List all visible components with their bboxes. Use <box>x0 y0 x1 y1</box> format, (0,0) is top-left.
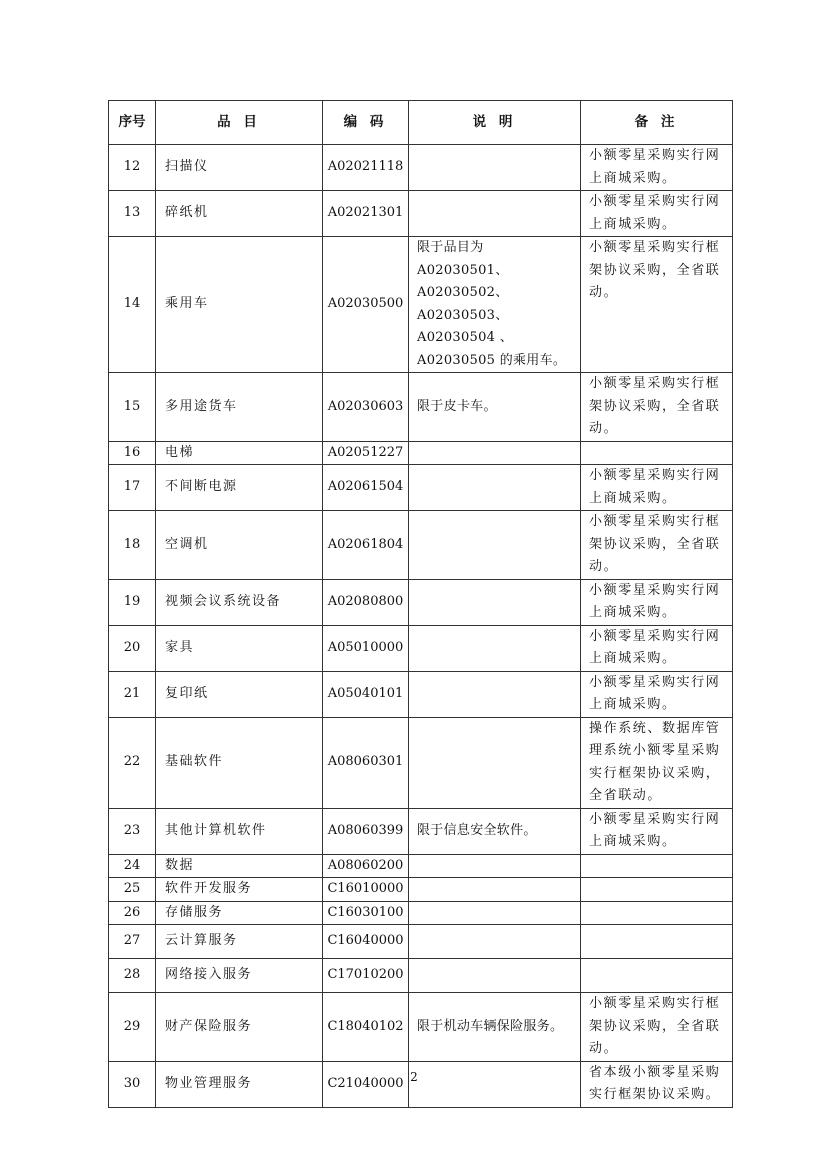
row-note: 小额零星采购实行框架协议采购，全省联动。 <box>581 237 733 373</box>
row-code: A05040101 <box>323 671 409 717</box>
row-desc: 限于信息安全软件。 <box>409 808 581 854</box>
row-desc <box>409 854 581 878</box>
row-desc <box>409 671 581 717</box>
row-note <box>581 854 733 878</box>
row-seq: 27 <box>109 925 156 959</box>
row-note: 小额零星采购实行框架协议采购，全省联动。 <box>581 993 733 1062</box>
row-code: C16030100 <box>323 901 409 925</box>
page-number: 2 <box>410 1070 418 1084</box>
row-note: 小额零星采购实行网上商城采购。 <box>581 579 733 625</box>
row-code: A08060301 <box>323 717 409 808</box>
row-code: A02061504 <box>323 465 409 511</box>
row-note: 小额零星采购实行网上商城采购。 <box>581 808 733 854</box>
row-seq: 20 <box>109 625 156 671</box>
row-item: 碎纸机 <box>156 191 323 237</box>
table-row <box>109 441 733 465</box>
row-item: 网络接入服务 <box>156 959 323 993</box>
row-seq: 14 <box>109 237 156 373</box>
row-code: A02021118 <box>323 145 409 191</box>
table-row <box>109 671 733 717</box>
row-code: A02051227 <box>323 441 409 465</box>
row-seq: 22 <box>109 717 156 808</box>
table-row <box>109 373 733 442</box>
row-item: 复印纸 <box>156 671 323 717</box>
row-item: 云计算服务 <box>156 925 323 959</box>
procurement-table <box>108 100 733 1108</box>
row-code: A02030500 <box>323 237 409 373</box>
row-seq: 12 <box>109 145 156 191</box>
row-item: 不间断电源 <box>156 465 323 511</box>
row-seq: 16 <box>109 441 156 465</box>
row-note <box>581 901 733 925</box>
header-desc: 说 明 <box>409 101 581 145</box>
row-desc: 限于品目为 A02030501、A02030502、A02030503、A02030504 、A02030505 的乘用车。 <box>409 237 581 373</box>
table-row <box>109 901 733 925</box>
row-item: 数据 <box>156 854 323 878</box>
row-note <box>581 441 733 465</box>
row-code: A02080800 <box>323 579 409 625</box>
row-seq: 23 <box>109 808 156 854</box>
row-note <box>581 959 733 993</box>
row-desc <box>409 901 581 925</box>
table-row <box>109 878 733 902</box>
row-item: 家具 <box>156 625 323 671</box>
row-note: 省本级小额零星采购实行框架协议采购。 <box>581 1061 733 1107</box>
row-note: 小额零星采购实行网上商城采购。 <box>581 191 733 237</box>
row-desc <box>409 717 581 808</box>
row-seq: 25 <box>109 878 156 902</box>
table-row <box>109 808 733 854</box>
row-item: 扫描仪 <box>156 145 323 191</box>
header-item: 品 目 <box>156 101 323 145</box>
row-item: 乘用车 <box>156 237 323 373</box>
row-note: 小额零星采购实行网上商城采购。 <box>581 671 733 717</box>
row-code: A02021301 <box>323 191 409 237</box>
table-row <box>109 1061 733 1107</box>
row-note <box>581 925 733 959</box>
row-note: 小额零星采购实行网上商城采购。 <box>581 145 733 191</box>
row-seq: 21 <box>109 671 156 717</box>
row-item: 其他计算机软件 <box>156 808 323 854</box>
row-code: C18040102 <box>323 993 409 1062</box>
header-code: 编 码 <box>323 101 409 145</box>
row-desc <box>409 191 581 237</box>
table-row <box>109 854 733 878</box>
row-desc <box>409 465 581 511</box>
row-code: A08060200 <box>323 854 409 878</box>
row-seq: 30 <box>109 1061 156 1107</box>
row-desc <box>409 959 581 993</box>
row-code: C16040000 <box>323 925 409 959</box>
table-row <box>109 959 733 993</box>
table-row <box>109 511 733 580</box>
row-seq: 15 <box>109 373 156 442</box>
row-item: 电梯 <box>156 441 323 465</box>
row-desc <box>409 625 581 671</box>
row-desc <box>409 145 581 191</box>
header-note: 备 注 <box>581 101 733 145</box>
row-note: 小额零星采购实行网上商城采购。 <box>581 465 733 511</box>
row-item: 财产保险服务 <box>156 993 323 1062</box>
row-code: A02061804 <box>323 511 409 580</box>
row-code: C16010000 <box>323 878 409 902</box>
row-desc: 限于机动车辆保险服务。 <box>409 993 581 1062</box>
table-row <box>109 925 733 959</box>
table-row <box>109 237 733 373</box>
row-code: A02030603 <box>323 373 409 442</box>
table-row <box>109 145 733 191</box>
row-seq: 18 <box>109 511 156 580</box>
row-seq: 29 <box>109 993 156 1062</box>
header-seq: 序号 <box>109 101 156 145</box>
row-item: 基础软件 <box>156 717 323 808</box>
table-row <box>109 717 733 808</box>
row-item: 空调机 <box>156 511 323 580</box>
row-desc: 限于皮卡车。 <box>409 373 581 442</box>
row-item: 软件开发服务 <box>156 878 323 902</box>
row-note: 小额零星采购实行框架协议采购，全省联动。 <box>581 511 733 580</box>
table-row <box>109 625 733 671</box>
row-note: 小额零星采购实行网上商城采购。 <box>581 625 733 671</box>
row-code: A05010000 <box>323 625 409 671</box>
row-desc <box>409 511 581 580</box>
row-seq: 26 <box>109 901 156 925</box>
table-row <box>109 191 733 237</box>
row-item: 存储服务 <box>156 901 323 925</box>
row-desc <box>409 441 581 465</box>
table-header-row <box>109 101 733 145</box>
row-note: 小额零星采购实行框架协议采购，全省联动。 <box>581 373 733 442</box>
row-desc <box>409 878 581 902</box>
row-item: 视频会议系统设备 <box>156 579 323 625</box>
row-desc <box>409 579 581 625</box>
row-code: C21040000 <box>323 1061 409 1107</box>
row-seq: 19 <box>109 579 156 625</box>
row-desc <box>409 925 581 959</box>
table-row <box>109 993 733 1062</box>
table-row <box>109 579 733 625</box>
row-seq: 28 <box>109 959 156 993</box>
row-item: 多用途货车 <box>156 373 323 442</box>
row-note <box>581 878 733 902</box>
row-desc <box>409 1061 581 1107</box>
row-code: A08060399 <box>323 808 409 854</box>
row-note: 操作系统、数据库管理系统小额零星采购实行框架协议采购，全省联动。 <box>581 717 733 808</box>
row-seq: 24 <box>109 854 156 878</box>
table-row <box>109 465 733 511</box>
row-code: C17010200 <box>323 959 409 993</box>
row-seq: 13 <box>109 191 156 237</box>
row-item: 物业管理服务 <box>156 1061 323 1107</box>
row-seq: 17 <box>109 465 156 511</box>
